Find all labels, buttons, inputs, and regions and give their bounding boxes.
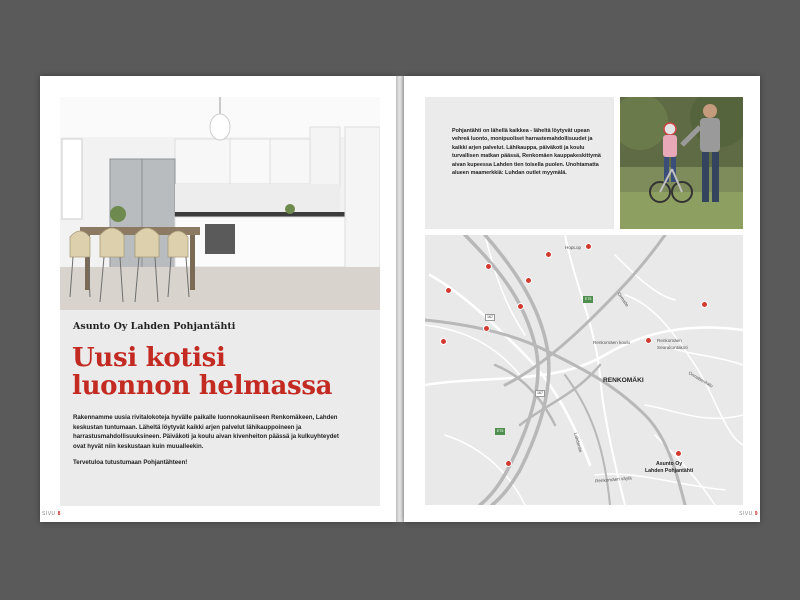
map-pin-shop-3: [445, 287, 452, 294]
road-number-167-north: 167: [487, 315, 493, 319]
page-label-right: SIVU: [739, 511, 753, 517]
right-page: [404, 76, 760, 522]
map-label-renkomaen-koulu: Renkomäen koulu: [593, 340, 631, 345]
map-label-ormatie: Ormatie: [616, 291, 630, 308]
road-number-e75-north: E75: [585, 297, 592, 301]
book-spine: [396, 76, 404, 522]
map-pin-church-home: [701, 301, 708, 308]
headline-line-2: luonnon helmassa: [72, 371, 333, 401]
info-panel: [425, 97, 614, 229]
welcome-text: Tervetuloa tutustumaan Pohjantähteen!: [73, 459, 188, 466]
page-number-right-value: 9: [754, 511, 758, 517]
map-label-seurakuntakoti-2: Seurakuntakoti: [657, 345, 688, 350]
page-number-right: [739, 511, 758, 517]
area-info-text: Pohjantähti on lähellä kaikkea - läheltä löytyvät upean vehreä luonto, monipuoliset harrastemahdollisuudet ja kaikki arjen palvelut. Lähikauppa, päiväkoti ja koulu turvallisen matkan päässä, Renkomäen kauppakeskittymä aivan kupeessa Lahden tien toisella puolen. Unohtamatta alueen maamerkkiä: Luhdan outlet myymälä.: [452, 128, 601, 177]
father-child-bike-photo: [620, 97, 743, 229]
map-pin-shop-6: [440, 338, 447, 345]
map-label-district: RENKOMÄKI: [603, 377, 644, 384]
map-pin-shop-4: [517, 303, 524, 310]
page-number-left: [42, 511, 61, 517]
map-label-ormatienkatu: Ormatienkatu: [687, 370, 714, 389]
map-pin-shop-8: [505, 460, 512, 467]
map-pin-school: [645, 337, 652, 344]
map-label-renkomaen-vayla: Renkomäen väylä: [594, 475, 632, 484]
road-number-167-south: 167: [537, 391, 543, 395]
map-pin-pohjantahti: [675, 450, 682, 457]
map-label-address: [645, 461, 693, 475]
map-label-hoplop: HopLop: [565, 245, 582, 250]
address-line-2: Lahden Pohjantähti: [645, 468, 694, 474]
neighborhood-map: [425, 235, 743, 505]
address-line-1: Asunto Oy: [655, 461, 683, 467]
intro-panel: [60, 310, 380, 506]
kitchen-photo: [60, 97, 380, 310]
road-number-e75-south: E75: [497, 429, 504, 433]
page-label-left: SIVU: [42, 511, 56, 517]
map-pin-shop-1: [545, 251, 552, 258]
page-headline: [72, 344, 372, 400]
map-label-lahdentie: Lahdentie: [573, 432, 584, 453]
housing-company-name: Asunto Oy Lahden Pohjantähti: [73, 321, 236, 332]
intro-body-text: Rakennamme uusia rivitalokoteja hyvälle paikalle luonnokauniiseen Renkomäkeen, Lahden keskustan tuntumaan. Läheltä löytyvät kaikki arjen palvelut lähikauppoineen ja harrastusmahdollisuuksineen. Päiväkoti ja koulu aivan kivenheiton päässä ja kulkuyhteydet ovat hyvät niin keskustaan kuin muualleekin.: [73, 414, 339, 450]
page-number-left-value: 8: [57, 511, 61, 517]
headline-line-1: Uusi kotisi: [72, 343, 226, 373]
map-pin-shop-2: [485, 263, 492, 270]
map-pin-shop-7: [483, 325, 490, 332]
left-page: [40, 76, 396, 522]
map-pin-hoplop: [585, 243, 592, 250]
map-label-seurakuntakoti-1: Renkomäen: [657, 338, 682, 343]
map-pin-shop-5: [525, 277, 532, 284]
